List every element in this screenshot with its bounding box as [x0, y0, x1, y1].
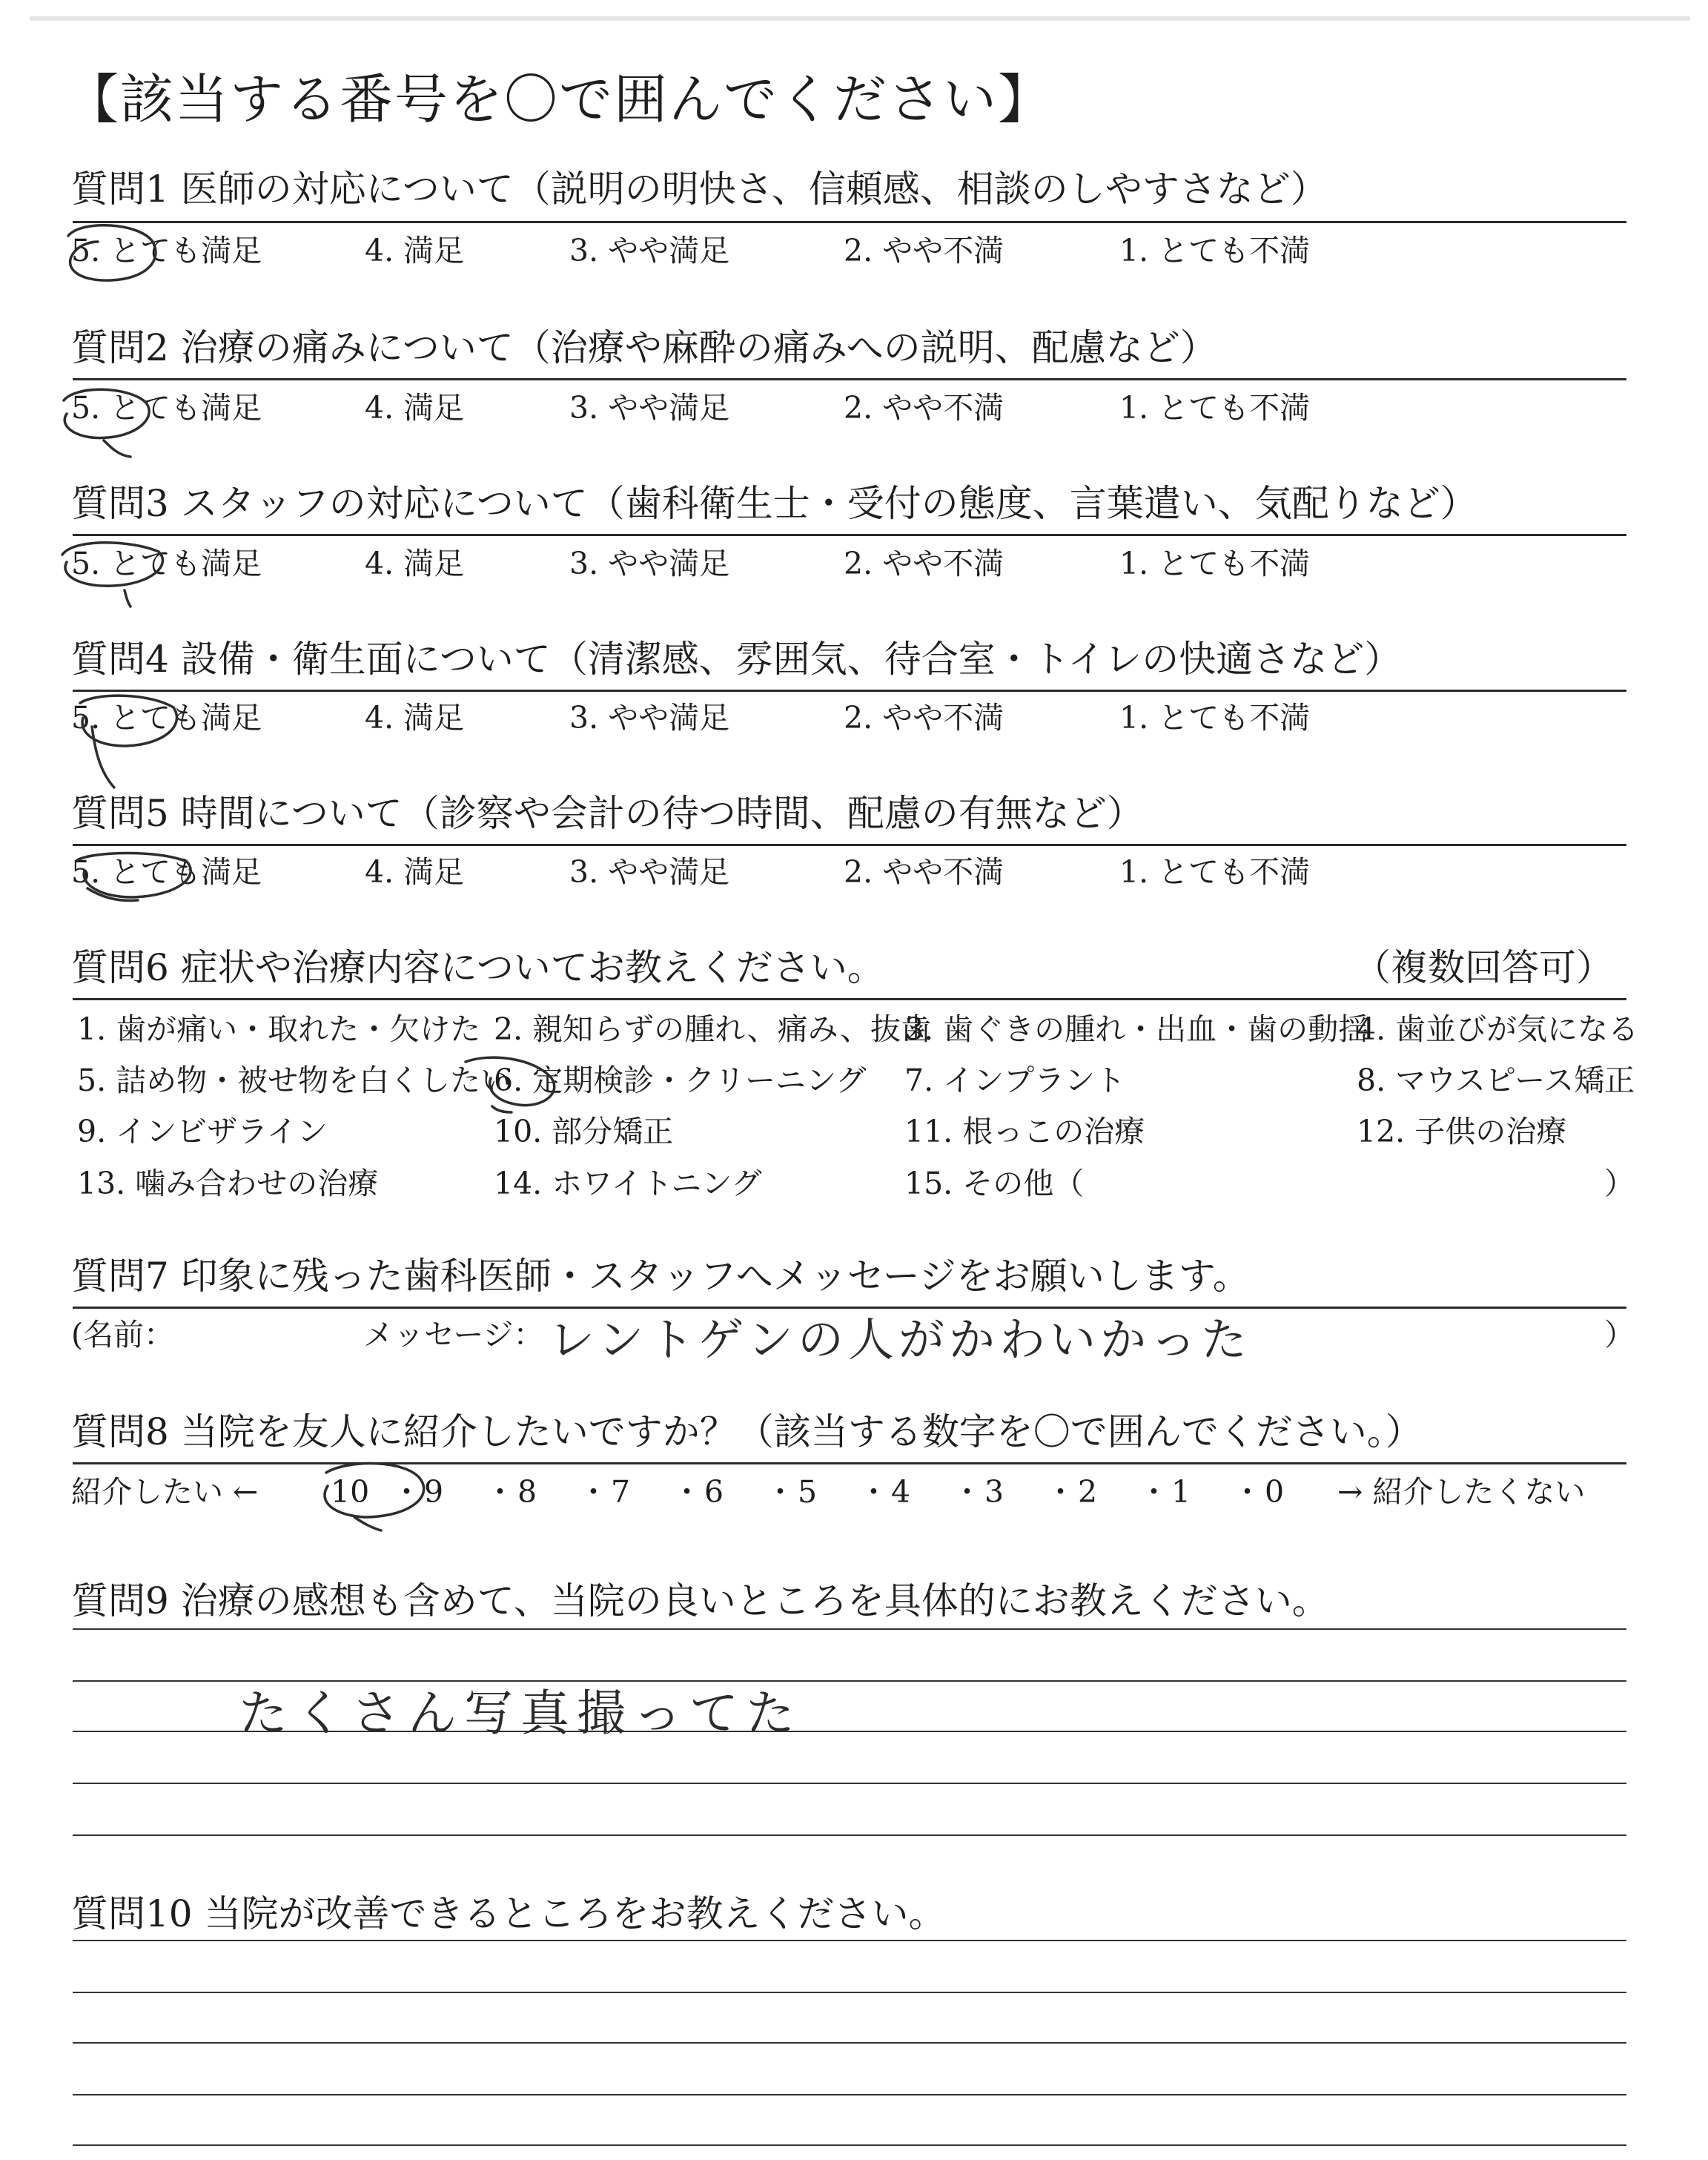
- scan-top-edge: [30, 16, 1690, 21]
- q6-item-3[interactable]: 3. 歯ぐきの腫れ・出血・歯の動揺: [904, 1011, 1369, 1047]
- q10-line-5: [73, 2144, 1626, 2146]
- q8-scale-separator: ・: [1232, 1474, 1262, 1510]
- q1-option-2[interactable]: 2. やや不満: [844, 233, 1004, 268]
- question-6-rule: [73, 998, 1626, 1000]
- q7-message-handwriting[interactable]: レントゲンの人がかわいかった: [549, 1312, 1251, 1367]
- q2-option-1[interactable]: 1. とても不満: [1119, 390, 1311, 426]
- q4-option-2[interactable]: 2. やや不満: [844, 700, 1004, 736]
- q9-line-2: [73, 1680, 1626, 1682]
- q8-left-label: 紹介したい ←: [71, 1474, 259, 1510]
- q6-item-14[interactable]: 14. ホワイトニング: [494, 1166, 762, 1201]
- q8-scale-8[interactable]: 8: [517, 1474, 537, 1510]
- q6-other-close-paren: ）: [1604, 1166, 1635, 1201]
- q6-item-9[interactable]: 9. インビザライン: [77, 1114, 328, 1149]
- q3-option-5[interactable]: 5. とても満足: [71, 546, 262, 581]
- q3-option-3[interactable]: 3. やや満足: [569, 546, 730, 581]
- q4-option-1[interactable]: 1. とても不満: [1119, 700, 1311, 736]
- q8-scale-4[interactable]: 4: [891, 1474, 911, 1510]
- question-5-rule: [73, 844, 1626, 846]
- q6-item-1[interactable]: 1. 歯が痛い・取れた・欠けた: [77, 1011, 481, 1047]
- question-6-label: 質問6 症状や治療内容についてお教えください。: [71, 946, 884, 989]
- q3-option-4[interactable]: 4. 満足: [365, 546, 465, 581]
- q8-scale-1[interactable]: 1: [1171, 1474, 1191, 1510]
- question-1-label: 質問1 医師の対応について（説明の明快さ、信頼感、相談のしやすさなど）: [71, 168, 1328, 211]
- q4-option-3[interactable]: 3. やや満足: [569, 700, 730, 736]
- q8-scale-2[interactable]: 2: [1078, 1474, 1098, 1510]
- q3-option-2[interactable]: 2. やや不満: [844, 546, 1004, 581]
- q8-scale-10[interactable]: 10: [331, 1474, 370, 1510]
- q8-scale-separator: ・: [672, 1474, 702, 1510]
- q4-option-5[interactable]: 5. とても満足: [71, 700, 262, 736]
- q6-item-5[interactable]: 5. 詰め物・被せ物を白くしたい: [77, 1063, 512, 1098]
- q8-scale-separator: ・: [1045, 1474, 1076, 1510]
- question-7-label: 質問7 印象に残った歯科医師・スタッフへメッセージをお願いします。: [71, 1255, 1250, 1298]
- q6-item-6[interactable]: 6. 定期検診・クリーニング: [494, 1063, 867, 1098]
- q8-scale-9[interactable]: 9: [424, 1474, 444, 1510]
- q2-option-5[interactable]: 5. とても満足: [71, 390, 262, 426]
- q8-right-label: → 紹介したくない: [1337, 1474, 1586, 1510]
- q6-item-7[interactable]: 7. インプラント: [904, 1063, 1126, 1098]
- q8-scale-separator: ・: [391, 1474, 422, 1510]
- q6-item-8[interactable]: 8. マウスピース矯正: [1357, 1063, 1635, 1098]
- q1-option-5[interactable]: 5. とても満足: [71, 233, 262, 268]
- q10-line-2: [73, 1992, 1626, 1993]
- question-10-label: 質問10 当院が改善できるところをお教えください。: [71, 1892, 946, 1935]
- q6-item-15[interactable]: 15. その他（: [904, 1166, 1085, 1201]
- q4-option-4[interactable]: 4. 満足: [365, 700, 465, 736]
- question-8-label: 質問8 当院を友人に紹介したいですか？（該当する数字を〇で囲んでください。）: [71, 1410, 1423, 1453]
- q8-scale-5[interactable]: 5: [798, 1474, 818, 1510]
- q6-item-2[interactable]: 2. 親知らずの腫れ、痛み、抜歯: [494, 1011, 932, 1047]
- q3-option-1[interactable]: 1. とても不満: [1119, 546, 1311, 581]
- question-4-label: 質問4 設備・衛生面について（清潔感、雰囲気、待合室・トイレの快適さなど）: [71, 638, 1402, 681]
- q9-answer-handwriting[interactable]: たくさん写真撮ってた: [239, 1685, 802, 1742]
- q8-scale-7[interactable]: 7: [611, 1474, 631, 1510]
- q2-option-2[interactable]: 2. やや不満: [844, 390, 1004, 426]
- q1-option-3[interactable]: 3. やや満足: [569, 233, 730, 268]
- q8-scale-separator: ・: [952, 1474, 982, 1510]
- question-2-label: 質問2 治療の痛みについて（治療や麻酔の痛みへの説明、配慮など）: [71, 326, 1217, 369]
- question-3-rule: [73, 534, 1626, 536]
- q5-option-4[interactable]: 4. 満足: [365, 854, 465, 890]
- q9-line-4: [73, 1783, 1626, 1784]
- question-1-rule: [73, 221, 1626, 223]
- q5-option-1[interactable]: 1. とても不満: [1119, 854, 1311, 890]
- q8-scale-separator: ・: [765, 1474, 795, 1510]
- question-4-rule: [73, 690, 1626, 692]
- q6-item-12[interactable]: 12. 子供の治療: [1357, 1114, 1567, 1149]
- question-2-rule: [73, 378, 1626, 380]
- question-3-label: 質問3 スタッフの対応について（歯科衛生士・受付の態度、言葉遣い、気配りなど）: [71, 482, 1477, 525]
- q10-line-4: [73, 2094, 1626, 2095]
- q8-scale-separator: ・: [485, 1474, 515, 1510]
- q8-scale-0[interactable]: 0: [1265, 1474, 1285, 1510]
- q8-scale-separator: ・: [1139, 1474, 1169, 1510]
- q8-scale-3[interactable]: 3: [984, 1474, 1004, 1510]
- q5-option-5[interactable]: 5. とても満足: [71, 854, 262, 890]
- q7-name-label: (名前：: [71, 1317, 174, 1353]
- question-8-rule: [73, 1462, 1626, 1464]
- q2-option-4[interactable]: 4. 満足: [365, 390, 465, 426]
- q6-item-13[interactable]: 13. 噛み合わせの治療: [77, 1166, 379, 1201]
- q5-option-3[interactable]: 3. やや満足: [569, 854, 730, 890]
- page-title: 【該当する番号を〇で囲んでください】: [65, 68, 1053, 131]
- q10-line-3: [73, 2042, 1626, 2044]
- q7-close-paren: ）: [1604, 1317, 1635, 1353]
- q1-option-4[interactable]: 4. 満足: [365, 233, 465, 268]
- q7-message-label: メッセージ：: [363, 1317, 544, 1353]
- q10-line-1: [73, 1940, 1626, 1941]
- q8-scale-separator: ・: [578, 1474, 609, 1510]
- question-9-label: 質問9 治療の感想も含めて、当院の良いところを具体的にお教えください。: [71, 1579, 1329, 1622]
- q8-scale-separator: ・: [858, 1474, 889, 1510]
- q9-line-1: [73, 1628, 1626, 1630]
- question-7-rule: [73, 1307, 1626, 1309]
- q1-option-1[interactable]: 1. とても不満: [1119, 233, 1311, 268]
- q8-scale-6[interactable]: 6: [704, 1474, 724, 1510]
- question-6-note: （複数回答可）: [1354, 946, 1613, 989]
- q6-item-11[interactable]: 11. 根っこの治療: [904, 1114, 1145, 1149]
- q5-option-2[interactable]: 2. やや不満: [844, 854, 1004, 890]
- question-5-label: 質問5 時間について（診察や会計の待つ時間、配慮の有無など）: [71, 792, 1144, 835]
- q2-option-3[interactable]: 3. やや満足: [569, 390, 730, 426]
- q6-item-4[interactable]: 4. 歯並びが気になる: [1357, 1011, 1639, 1047]
- q6-item-10[interactable]: 10. 部分矯正: [494, 1114, 674, 1149]
- q9-line-5: [73, 1834, 1626, 1836]
